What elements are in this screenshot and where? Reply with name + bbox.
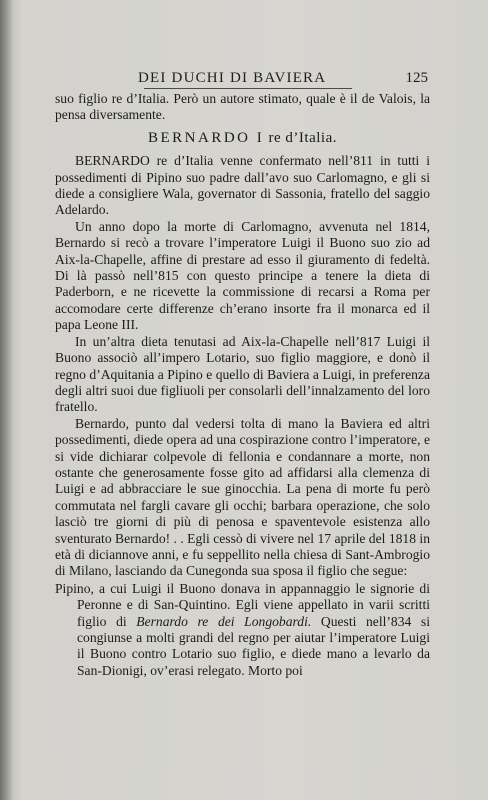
continuation-paragraph: suo figlio re d’Italia. Però un autore stimato, quale è il de Valois, la pensa diversamente.: [55, 91, 430, 123]
paragraph-3: In un’altra dieta tenutasi ad Aix-la-Chapelle nell’817 Luigi il Buono associò all’impero Lotario, suo figlio maggiore, e donò il regno d’Aquitania a Pipino e quello di Baviera a Luigi, in preferenza degli altri suoi due figliuoli per consolarli dell’innalzamento del loro fratello.: [55, 333, 430, 415]
paragraph-2: Un anno dopo la morte di Carlomagno, avvenuta nel 1814, Bernardo si recò a trovare l’imperatore Luigi il Buono suo zio ad Aix-la-Chapelle, affine di prestare ad esso il giuramento di fedeltà. Di là passò nell’815 con questo principe a tenere la dieta di Paderborn, e ne ricevette la commissione di recarsi a Roma per accomodare certe differenze ch’erano insorte fra il monarca ed il papa Leone III.: [55, 218, 430, 333]
paragraph-5-text-a: Pipino, a cui Luigi il Buono donava in appannaggio le signorie di Peronne e di San-Quintino. Egli viene appellato in varii scritti figlio di: [55, 580, 430, 629]
page-body: [55, 91, 430, 679]
paragraph-4: Bernardo, punto dal vedersi tolta di mano la Baviera ed altri possedimenti, diede opera ad una cospirazione contro l’imperatore, e si vide dichiarar colpevole di fellonia e condannare a morte, non ostante che generosamente fosse gito ad affidarsi alla clemenza di Luigi e ad abbracciare le sue ginocchia. La pena di morte fu però commutata nel fargli cavare gli occhi; barbara operazione, che solo lasciò tre giorni di più di penosa e spaventevole esistenza allo sventurato Bernardo! . . Egli cessò di vivere nel 17 aprile del 1818 in età di diciannove anni, e fu seppellito nella chiesa di Sant-Ambrogio di Milano, lasciando da Cunegonda sua sposa il figlio che segue:: [55, 415, 430, 579]
section-title-rest: re d’Italia.: [264, 129, 337, 146]
running-title: DEI DUCHI DI BAVIERA: [138, 70, 327, 86]
paragraph-1: BERNARDO re d’Italia venne confermato nell’811 in tutti i possedimenti di Pipino suo padre dall’avo suo Carlomagno, e gli si diede a consigliere Wala, governator di Sassonia, fratello del saggio Adelardo.: [55, 153, 430, 218]
page-number: 125: [405, 70, 428, 86]
paragraph-5-italic: Bernardo re dei Longobardi.: [136, 613, 312, 629]
paragraph-5: [55, 581, 430, 679]
header-rule: [144, 88, 352, 89]
page-header: [120, 70, 428, 90]
paragraph-5-text-b: Questi nell’834 si congiunse a molti grandi del regno per aiutar l’imperatore Luigi il Buono contro Lotario suo figlio, e diede mano a levarlo da San-Dionigi, ov’erasi relegato. Morto poi: [77, 613, 431, 678]
section-title-name: BERNARDO I: [148, 129, 265, 146]
gutter-shadow: [0, 0, 14, 800]
section-title: [55, 130, 430, 146]
